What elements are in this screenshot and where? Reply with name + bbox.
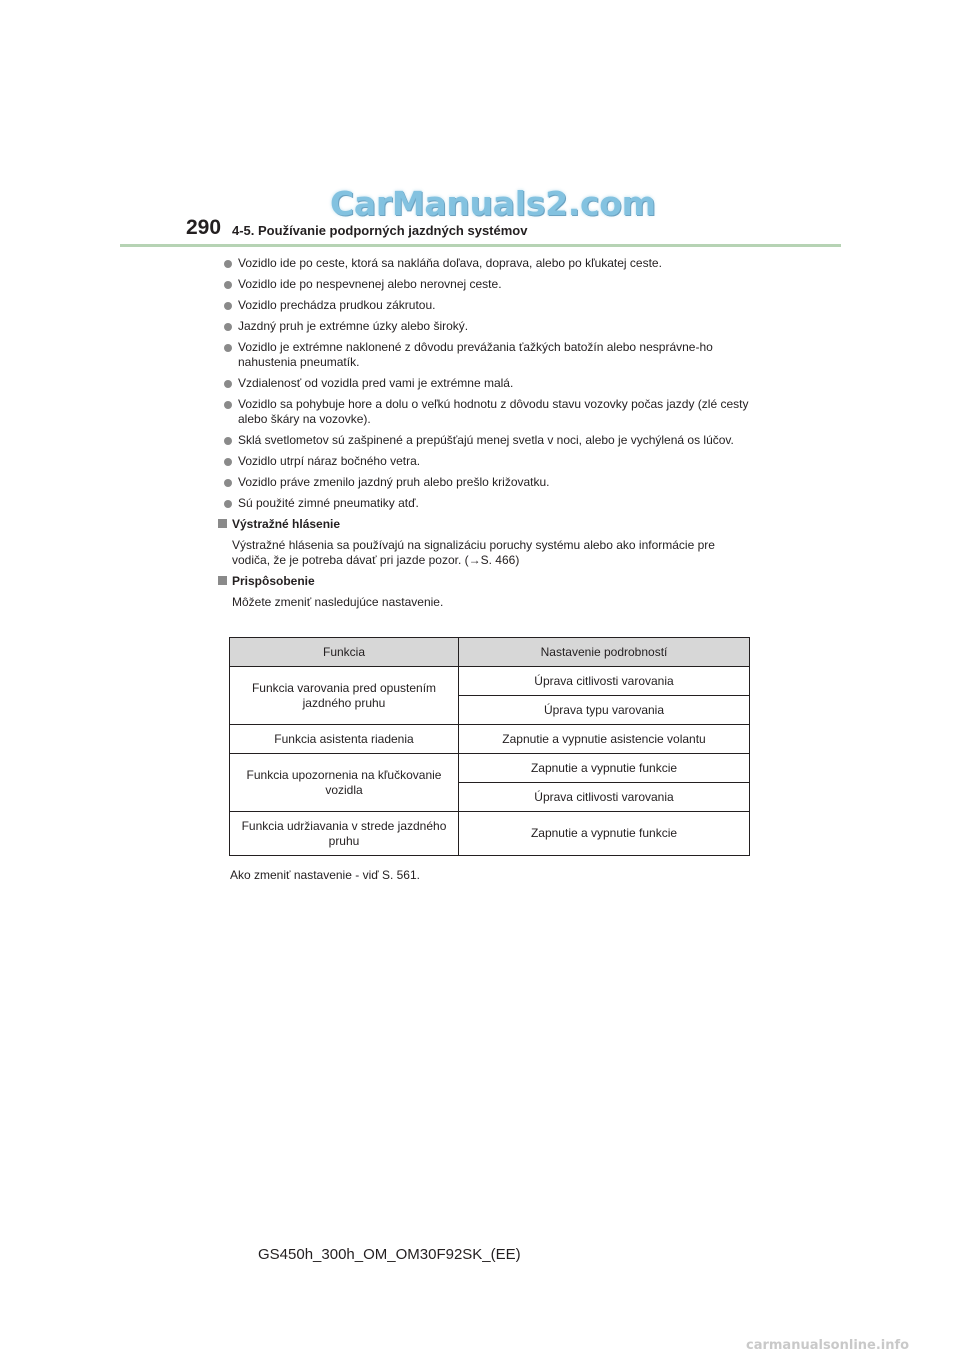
customize-body: Môžete zmeniť nasledujúce nastavenie. <box>232 595 444 609</box>
bullet-icon <box>224 500 232 508</box>
list-item <box>218 496 752 511</box>
list-item <box>218 454 752 469</box>
settings-table <box>229 637 750 856</box>
list-item-text: Vozidlo práve zmenilo jazdný pruh alebo prešlo križovatku. <box>238 475 550 489</box>
manual-code: GS450h_300h_OM_OM30F92SK_(EE) <box>258 1246 521 1263</box>
setting-cell: Zapnutie a vypnutie funkcie <box>459 812 750 856</box>
list-item-text: Vozidlo je extrémne naklonené z dôvodu prevážania ťažkých batožín alebo nesprávne-ho nahustenia pneumatík. <box>238 340 713 369</box>
bullet-icon <box>224 380 232 388</box>
square-bullet-icon <box>218 519 227 528</box>
footnote: Ako zmeniť nastavenie - viď S. 561. <box>230 868 420 882</box>
customize-heading: Prispôsobenie <box>232 574 315 588</box>
main-content <box>218 256 752 616</box>
list-item <box>218 340 752 370</box>
bullet-icon <box>224 437 232 445</box>
table-row <box>230 754 750 783</box>
column-header-settings: Nastavenie podrobností <box>459 638 750 667</box>
bullet-icon <box>224 260 232 268</box>
table-row <box>230 725 750 754</box>
square-bullet-icon <box>218 576 227 585</box>
setting-cell: Úprava citlivosti varovania <box>459 667 750 696</box>
list-item-text: Sú použité zimné pneumatiky atď. <box>238 496 419 510</box>
column-header-function: Funkcia <box>230 638 459 667</box>
list-item-text: Jazdný pruh je extrémne úzky alebo široký. <box>238 319 469 333</box>
list-item <box>218 397 752 427</box>
list-item <box>218 475 752 490</box>
function-cell: Funkcia udržiavania v strede jazdného pruhu <box>230 812 459 856</box>
list-item-text: Sklá svetlometov sú zašpinené a prepúšťajú menej svetla v noci, alebo je vychýlená os lúčov. <box>238 433 734 447</box>
list-item <box>218 433 752 448</box>
list-item-text: Vozidlo ide po nespevnenej alebo nerovnej ceste. <box>238 277 502 291</box>
bullet-icon <box>224 302 232 310</box>
list-item <box>218 298 752 313</box>
list-item <box>218 277 752 292</box>
list-item-text: Vozidlo ide po ceste, ktorá sa nakláňa doľava, doprava, alebo po kľukatej ceste. <box>238 256 662 270</box>
page-number: 290 <box>186 216 222 239</box>
function-cell: Funkcia upozornenia na kľučkovanie vozidla <box>230 754 459 812</box>
list-item-text: Vozidlo sa pohybuje hore a dolu o veľkú hodnotu z dôvodu stavu vozovky počas jazdy (zlé cesty alebo škáry na vozovke). <box>238 397 749 426</box>
list-item-text: Vozidlo utrpí náraz bočného vetra. <box>238 454 421 468</box>
list-item-text: Vzdialenosť od vozidla pred vami je extrémne malá. <box>238 376 514 390</box>
bullet-icon <box>224 401 232 409</box>
header-rule <box>120 244 841 247</box>
customize-section <box>218 574 752 610</box>
watermark-logo-bottom: carmanualsonline.info <box>746 1338 910 1353</box>
list-item <box>218 256 752 271</box>
warning-section <box>218 517 752 568</box>
setting-cell: Zapnutie a vypnutie funkcie <box>459 754 750 783</box>
condition-list <box>218 256 752 511</box>
list-item-text: Vozidlo prechádza prudkou zákrutou. <box>238 298 436 312</box>
setting-cell: Úprava citlivosti varovania <box>459 783 750 812</box>
bullet-icon <box>224 344 232 352</box>
function-cell: Funkcia varovania pred opustením jazdného pruhu <box>230 667 459 725</box>
setting-cell: Úprava typu varovania <box>459 696 750 725</box>
table-row <box>230 812 750 856</box>
watermark-logo-top: CarManuals2.com <box>330 184 656 223</box>
table-row <box>230 667 750 696</box>
bullet-icon <box>224 323 232 331</box>
table-header-row <box>230 638 750 667</box>
list-item <box>218 319 752 334</box>
warning-body: Výstražné hlásenia sa používajú na signalizáciu poruchy systému alebo ako informácie pre vodiča, že je potreba dávať pri jazde pozor. (→S. 466) <box>232 538 715 567</box>
bullet-icon <box>224 458 232 466</box>
list-item <box>218 376 752 391</box>
section-title: 4-5. Používanie podporných jazdných systémov <box>232 223 528 238</box>
setting-cell: Zapnutie a vypnutie asistencie volantu <box>459 725 750 754</box>
warning-heading: Výstražné hlásenie <box>232 517 341 531</box>
function-cell: Funkcia asistenta riadenia <box>230 725 459 754</box>
bullet-icon <box>224 479 232 487</box>
bullet-icon <box>224 281 232 289</box>
